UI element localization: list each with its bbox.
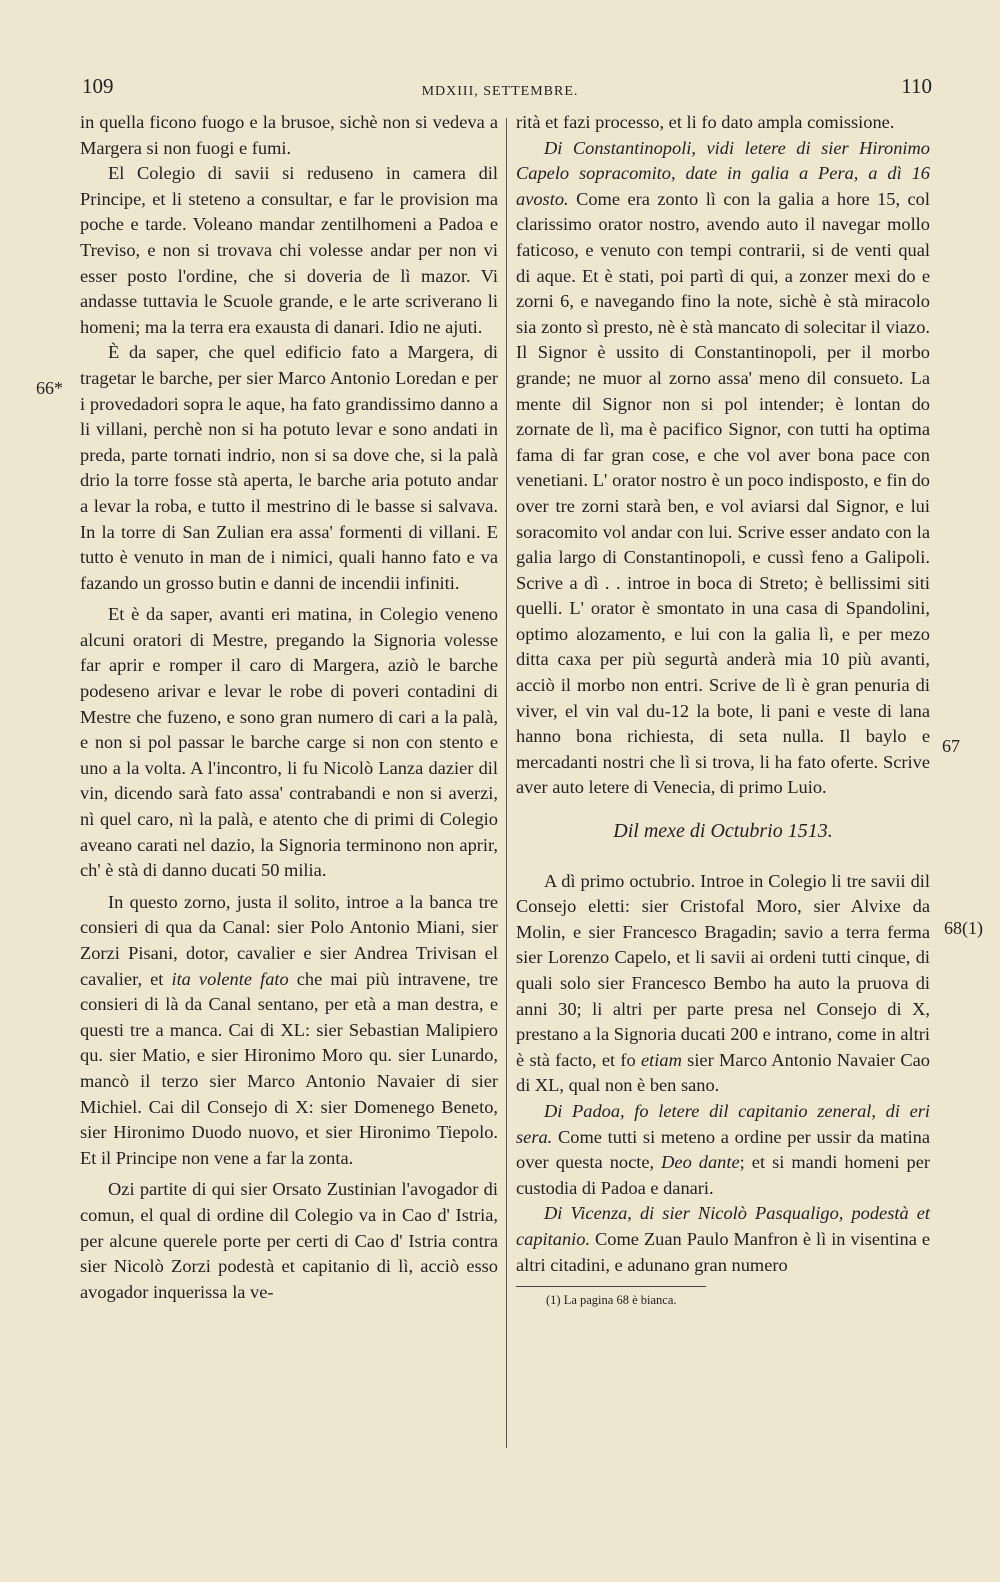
text-run: Come Zuan Paulo Manfron è lì in visentina e altri citadini, e adunano gran numero — [516, 1228, 930, 1275]
text-run: In questo zorno, justa il solito, introe a la banca tre consieri di qua da Canal: sier Polo Antonio Miani, sier Zorzi Pisani, dotor, cavalier e sier Andrea Trivisan el cavalier, et — [80, 891, 498, 989]
paragraph — [80, 890, 498, 1172]
right-page-number: 110 — [901, 74, 932, 98]
running-header: MDXIII, SETTEMBRE. — [421, 84, 579, 99]
italic-phrase: Di Vicenza, di sier Nicolò Pasqualigo, podestà et capitanio. — [516, 1203, 930, 1249]
right-column — [516, 110, 930, 1309]
margin-number-66: 66* — [36, 378, 63, 398]
text-run: sier Marco Antonio Navaier Cao di XL, qual non è ben sano. — [516, 1049, 930, 1096]
paragraph: È da saper, che quel edificio fato a Margera, di tragetar le barche, per sier Marco Antonio Loredan e per i provedadori sopra le aque, ha fato grandissimo danno a li villani, perchè non si ha potuto levar e sono andati in preda, parte tornati indrio, non si sa dove che, si la palà drio la torre fosse stà aperta, le barche aria potuto andar a levar la roba, e tutto il mestrino di le basse si salvava. In la torre di San Zulian era assa' formenti di villani. E tutto è venuto in man de i nimici, quali hanno fato e va fazando un grosso butin e danni de incendii infiniti. — [80, 342, 498, 593]
paragraph — [516, 1201, 930, 1278]
paragraph — [516, 869, 930, 1099]
text-run: che mai più intravene, tre consieri di là da Canal sentano, per età a man destra, e questi tre a manca. Cai di XL: sier Sebastian Malipiero qu. sier Matio, e sier Hironimo Moro qu. sier Lunardo, mancò il terzo sier Marco Antonio Navaier di sier Michiel. Cai dil Consejo di X: sier Domenego Beneto, sier Hironimo Duodo nuovo, et sier Hironimo Tiepolo. Et il Principe non vene a far la zonta. — [80, 968, 499, 1168]
text-run: ; et si mandi homeni per custodia di Padoa e danari. — [516, 1152, 930, 1198]
left-page-number: 109 — [82, 74, 114, 98]
text-run: Come tutti si meteno a ordine per ussir da matina over questa nocte, — [516, 1126, 930, 1173]
paragraph: Et è da saper, avanti eri matina, in Colegio veneno alcuni oratori di Mestre, pregando la Signoria volesse far aprir e romper il caro di Margera, aziò le barche podeseno arivar e levar le robe di poveri contadini di Mestre che fuzeno, e sono gran numero di cari a la palà, e non si pol passar le barche carge si non con stento e uno a la volta. A l'incontro, li fu Nicolò Lanza dazier dil vin, dicendo sarà fato assa' contrabandi e non si averzi, nì quel caro, nì la palà, e atento che di primi di Colegio aveano carati nel dazio, la Signoria terminono non aprir, ch' è stà di danno ducati 50 milia. — [80, 604, 498, 881]
paragraph: El Colegio di savii si reduseno in camera dil Principe, et li steteno a consultar, e far le provision ma poche e tarde. Voleano mandar zentilhomeni a Padoa e Treviso, e non si trovava chi volesse andar per non vi esser posto l'ordine, che si doveria de lì mazor. Vi andasse tuttavia le Scuole grande, e le arte scriverano li homeni; ma la terra era exausta di danari. Idio ne ajuti. — [80, 163, 498, 337]
italic-phrase: ita volente fato — [171, 968, 289, 989]
column-divider — [506, 118, 507, 1448]
text-run: A dì primo octubrio. Introe in Colegio li tre savii dil Consejo eletti: sier Cristofal Moro, sier Alvixe da Molin, e sier Francesco Bragadin; savio a terra ferma sier Lorenzo Capelo, et li savii ai ordeni tutti cinque, di quali solo sier Francesco Bembo ha auto la pruova di anni 30; li altri per parte presa nel Consejo di X, prestano a la Signoria ducati 200 e intrano, come in altri è stà facto, et fo — [516, 870, 930, 1070]
section-heading: Dil mexe di Octubrio 1513. — [613, 820, 833, 843]
paragraph: rità et fazi processo, et li fo dato ampla comissione. — [516, 112, 895, 132]
footnote-rule — [516, 1286, 706, 1287]
paragraph: in quella ficono fuogo e la brusoe, sichè non si vedeva a Margera si non fuogi e fumi. — [80, 112, 498, 158]
margin-number-68: 68(1) — [944, 918, 983, 938]
text-run: Come era zonto lì con la galia a hore 15, col clarissimo orator nostro, avendo auto il navegar mollo faticoso, e venuto con tempi contrarii, si de venti qual di aque. Et è stati, poi partì di qui, a zonzer mexi do e zorni 6, e navegando fino la note, sichè è stà miracolo sia zonto sì presto, nè è stà mancato di solecitar il viazo. Il Signor è ussito di Constantinopoli, per il morbo grande; ne muor al zorno assa' meno dil consueto. La mente dil Signor non si pol intender; è lontan do zornate de lì, ma è pacifico Signor, con tutti ha optima fama di far gran cose, e che vol aver bona pace con venetiani. L' orator nostro è un poco indisposto, e fin do over tre zorni starà ben, e vol aviarsi dal Signor, e lui soracomito vol andar con lui. Scrive esser andato con la galia largo di Constantinopoli, e cussì feno a Galipoli. Scrive a dì . . introe in boca di Streto; è bellissimi siti quelli. L' orator è smontato in una casa di Spandolini, optimo alozamento, e lui con la galia lì, e per mezo ditta caxa per più segurtà anderà mia 10 più avanti, acciò il morbo non entri. Scrive de lì è gran penuria di viver, el vin val du-12 la bote, li pani e veste di lana hanno bona richiesta, di seta nulla. Il baylo e mercadanti nostri che lì si trova, li ha fato oferte. Scrive aver auto letere di Venecia, di primo Luio. — [516, 188, 930, 798]
italic-phrase: etiam — [641, 1049, 682, 1070]
italic-phrase: Deo dante — [661, 1152, 740, 1173]
paragraph — [516, 1099, 930, 1201]
italic-phrase: Di Constantinopoli, vidi letere di sier Hironimo Capelo sopracomito, date in galia a Pera, a dì 16 avosto. — [516, 137, 930, 209]
italic-phrase: Di Padoa, fo letere dil capitanio zeneral, di eri sera. — [516, 1100, 930, 1147]
paragraph: Ozi partite di qui sier Orsato Zustinian l'avogador di comun, el qual di ordine dil Colegio va in Cao d' Istria, per alcune querele porte per certi di Cao d' Istria contra sier Nicolò Zorzi podestà et capitanio di lì, acciò esso avogador inquerissa la ve- — [80, 1179, 498, 1302]
footnote: (1) La pagina 68 è bianca. — [546, 1293, 677, 1308]
left-column — [80, 110, 498, 1305]
paragraph — [516, 136, 930, 801]
margin-number-67: 67 — [942, 736, 960, 756]
